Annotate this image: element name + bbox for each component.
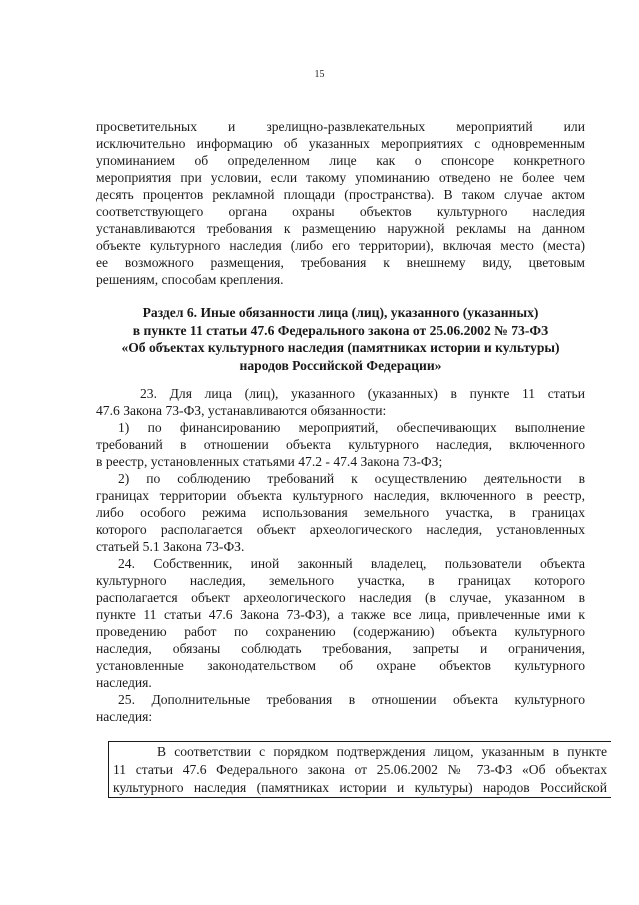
table-cell-line: 11 статьи 47.6 Федерального закона от 25.06.2002 № 73-ФЗ «Об объектах [113,762,607,777]
table-cell-line: В соответствии с порядком подтверждения лицом, указанным в пункте [157,744,607,759]
clause-23-item-1-line: требований в отношении объекта культурного наследия, включенного [96,437,585,452]
clause-24-line: наследия. [96,675,152,690]
section-body [96,385,585,725]
clause-24-line: располагается объект археологического наследия (в случае, указанном в [96,590,585,605]
text-line: решениям, способам крепления. [96,272,284,287]
clause-25-line: 25. Дополнительные требования в отношении объекта культурного [118,692,585,707]
text-line: просветительных и зрелищно-развлекательных мероприятий или [96,119,585,134]
clause-23-item-2-line: которого располагается объект археологического наследия, установленных [96,522,585,537]
heading-line: в пункте 11 статьи 47.6 Федерального закона от 25.06.2002 № 73-ФЗ [132,322,549,338]
text-line: объекте культурного наследия (либо его территории), включая место (места) [96,238,585,253]
table-cell-line: культурного наследия (памятниках истории и культуры) народов Российской [113,780,607,795]
text-line: ее возможного размещения, требования к внешнему виду, цветовым [96,255,585,270]
clause-24-line: наследия, обязаны соблюдать требования, запреты и ограничения, [96,641,585,656]
clause-23-item-1-line: 1) по финансированию мероприятий, обеспечивающих выполнение [118,420,585,435]
text-line: десять процентов рекламной площади (пространства). В таком случае актом [96,187,585,202]
text-line: устанавливаются требования к размещению наружной рекламы на данном [96,221,585,236]
text-line: упоминанием об определенном лице как о спонсоре конкретного [96,153,585,168]
intro-paragraph [96,118,585,288]
text-line: мероприятия при условии, если такому упоминанию отведено не более чем [96,170,585,185]
clause-23-item-2-line: либо особого режима использования земельного участка, в границах [96,505,585,520]
clause-24-line: установленные законодательством об охране объектов культурного [96,658,585,673]
text-line: исключительно информацию об указанных мероприятиях с одновременным [96,136,585,151]
clause-23-item-1-line: в реестр, установленных статьями 47.2 - 47.4 Закона 73-ФЗ; [96,454,443,469]
clause-24-line: 24. Собственник, иной законный владелец, пользователи объекта [118,556,585,571]
clause-23-item-2-line: статьей 5.1 Закона 73-ФЗ. [96,539,245,554]
clause-24-line: проведению работ по сохранению (содержанию) объекта культурного [96,624,585,639]
clause-23-item-2-line: границах территории объекта культурного наследия, включенного в реестр, [96,488,585,503]
clause-24-line: пункте 11 статьи 47.6 Закона 73-ФЗ), а также все лица, привлеченные ими к [96,607,585,622]
requirements-table-cell [108,741,611,798]
heading-line: народов Российской Федерации» [239,357,442,373]
clause-25-line: наследия: [96,709,153,724]
clause-23-line: 23. Для лица (лиц), указанного (указанных) в пункте 11 статьи [140,386,585,401]
heading-line: Раздел 6. Иные обязанности лица (лиц), указанного (указанных) [142,305,539,320]
clause-24-line: культурного наследия, земельного участка, в границах которого [96,573,585,588]
text-line: соответствующего органа охраны объектов культурного наследия [96,204,585,219]
section-heading [96,304,585,374]
clause-23-item-2-line: 2) по соблюдению требований к осуществлению деятельности в [118,471,585,486]
page-number: 15 [314,69,325,80]
heading-line: «Об объектах культурного наследия (памятниках истории и культуры) [121,340,560,355]
clause-23-line: 47.6 Закона 73-ФЗ, устанавливаются обязанности: [96,403,387,418]
